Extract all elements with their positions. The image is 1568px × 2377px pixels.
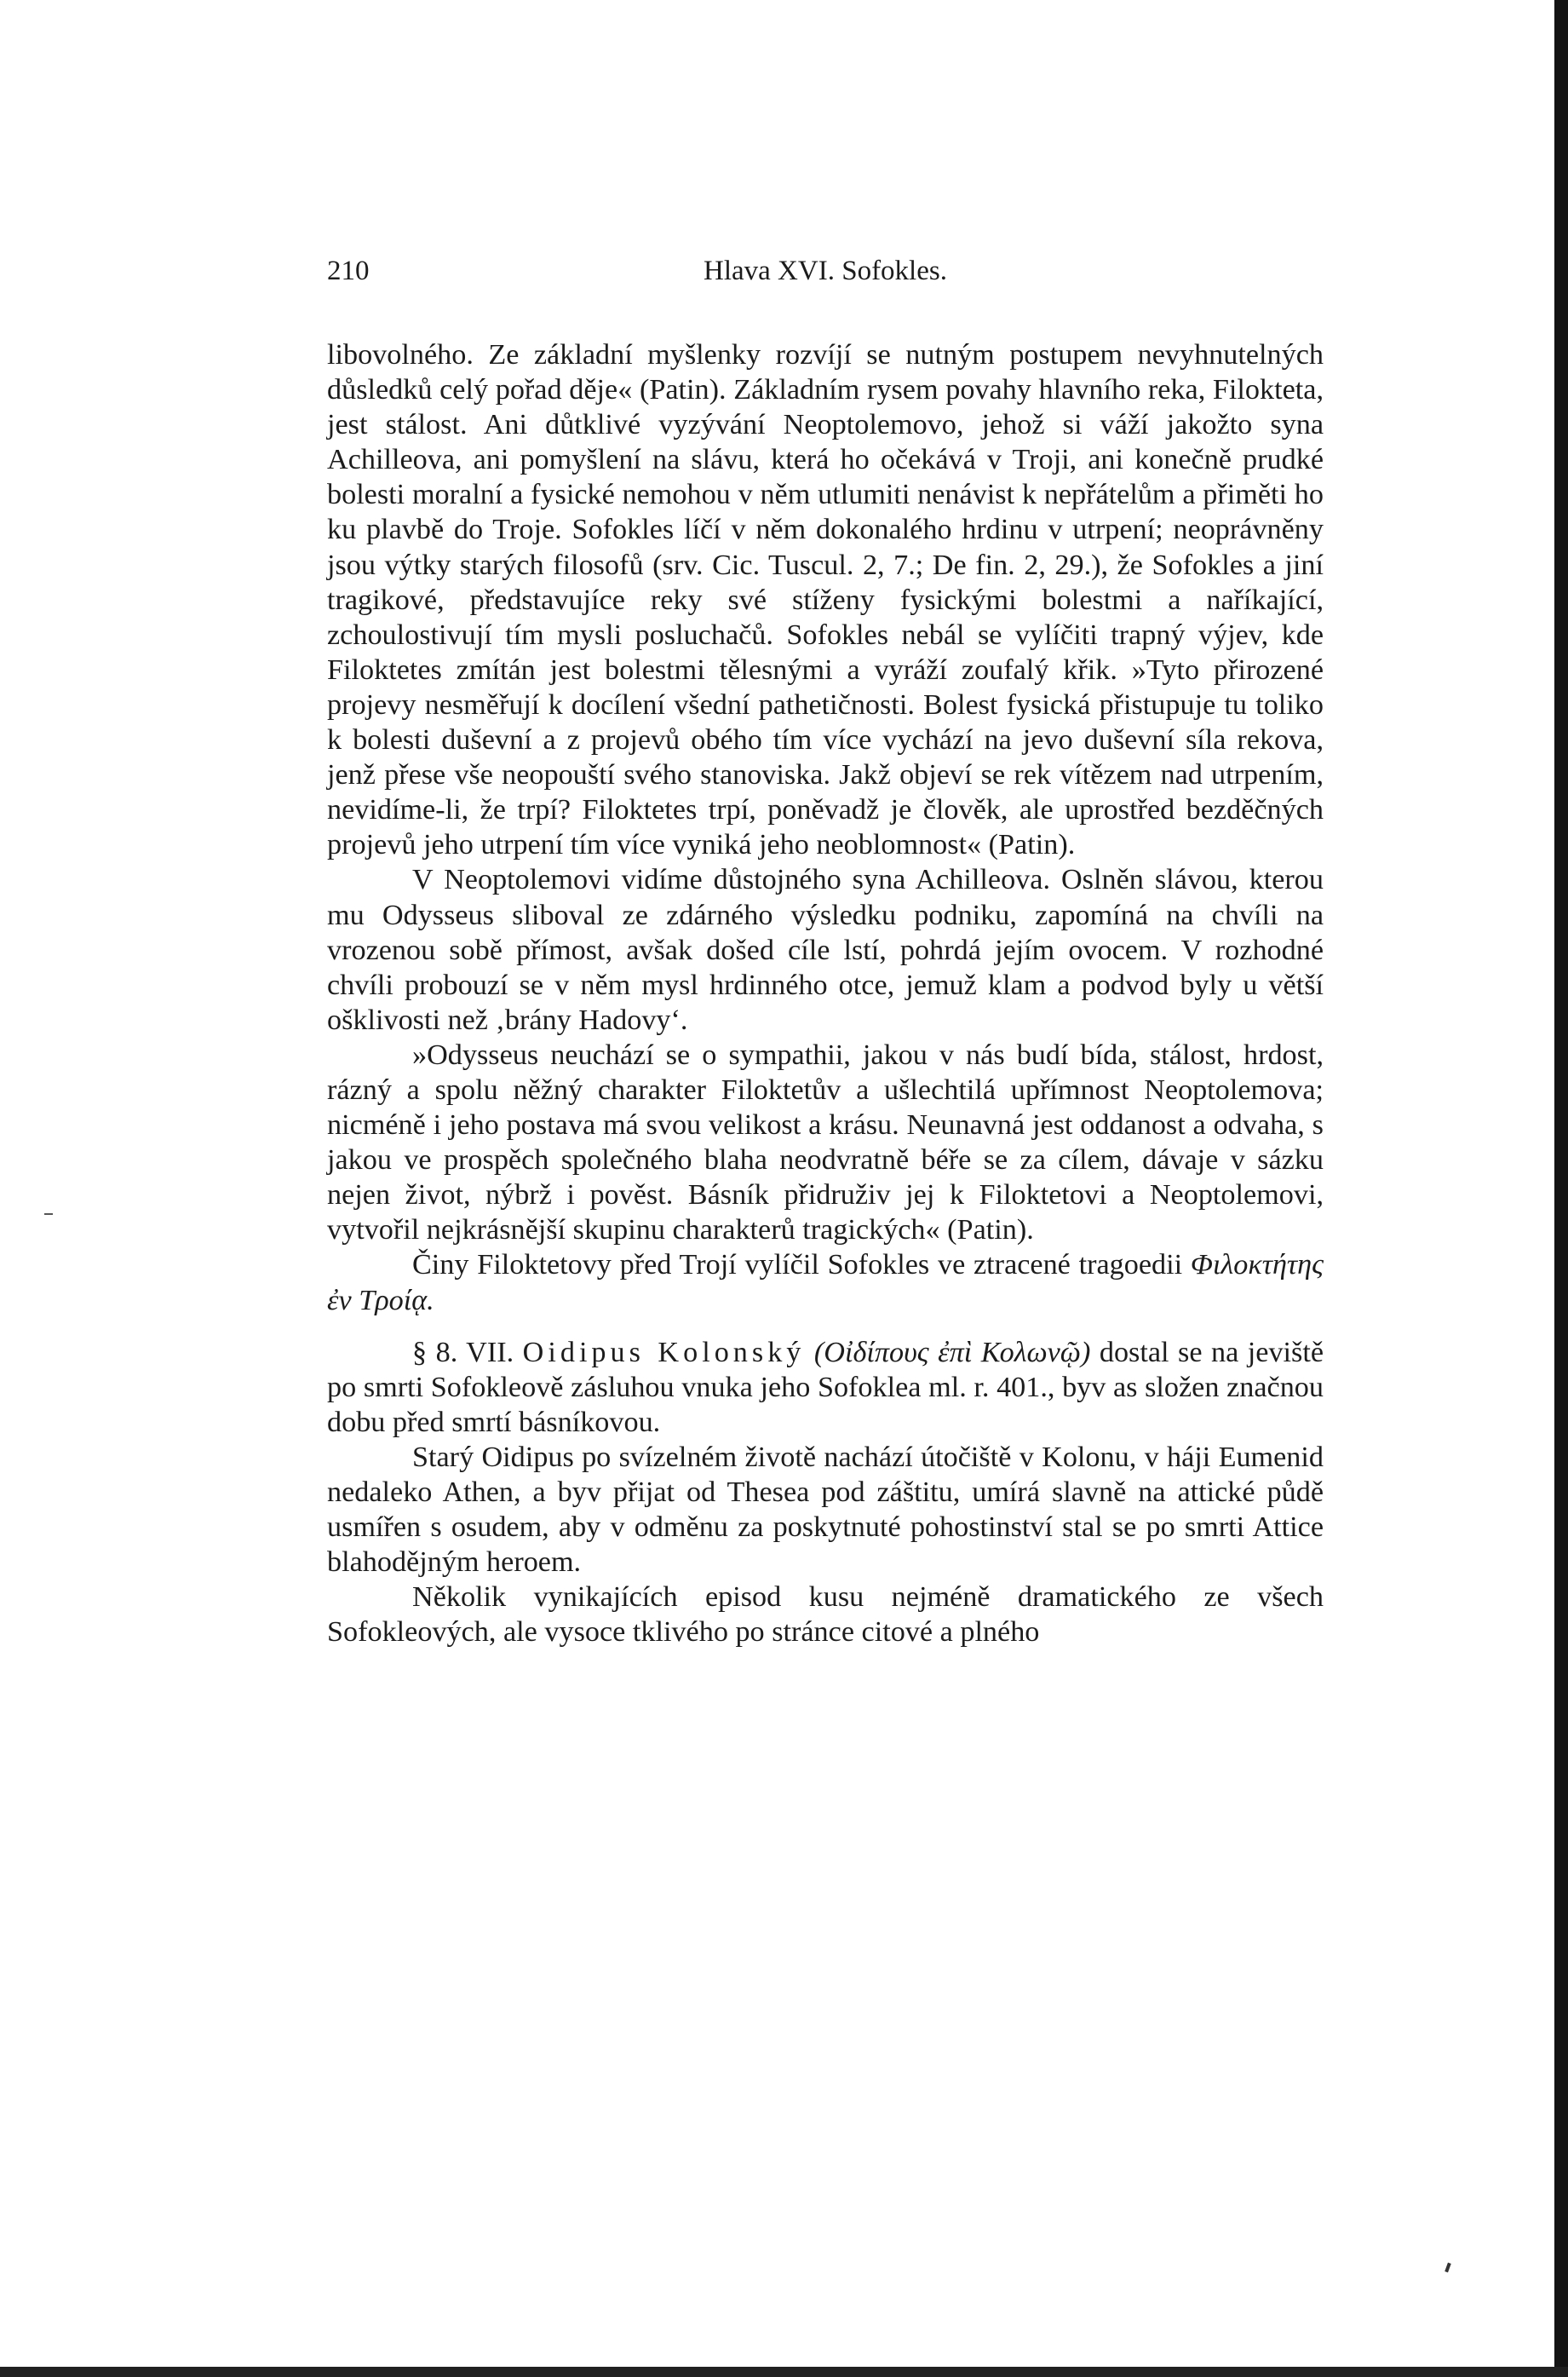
body-text [327, 337, 1324, 1649]
paragraph [327, 1247, 1324, 1317]
greek-title: (Οἰδίπους ἐπὶ Κολωνῷ) [813, 1336, 1091, 1368]
paragraph: libovolného. Ze základní myšlenky rozvíjí se nutným postupem nevyhnutelných důsledků celý pořad děje« (Patin). Základním rysem povahy hlavního reka, Filokteta, jest stálost. Ani důtklivé vyzývání Neoptolemovo, jehož si váží jakožto syna Achilleova, ani pomyšlení na slávu, která ho očekává v Troji, ani konečně prudké bolesti moralní a fysické nemohou v něm utlumiti nenávist k nepřátelům a přiměti ho ku plavbě do Troje. Sofokles líčí v něm dokonalého hrdinu v utrpení; neoprávněny jsou výtky starých filosofů (srv. Cic. Tuscul. 2, 7.; De fin. 2, 29.), že Sofokles a jiní tragikové, představujíce reky své stíženy fysickými bolestmi a naříkající, zchoulostivují tím mysli posluchačů. Sofokles nebál se vylíčiti trapný výjev, kde Filoktetes zmítán jest bolestmi tělesnými a vyráží zoufalý křik. »Tyto přirozené projevy nesměřují k docílení všední pathetičnosti. Bolest fysická přistupuje tu toliko k bolesti duševní a z projevů obého tím více vychází na jevo duševní síla rekova, jenž přese vše neopouští svého stanoviska. Jakž objeví se rek vítězem nad utrpením, nevidíme-li, že trpí? Filoktetes trpí, poněvadž je člověk, ale uprostřed bezděčných projevů jeho utrpení tím více vyniká jeho neoblomnost« (Patin). [327, 339, 1324, 861]
paragraph-text: Činy Filoktetovy před Trojí vylíčil Sofokles ve ztracené tragoedii [412, 1249, 1183, 1281]
play-title: Oidipus Kolonský [522, 1336, 806, 1368]
greek-title: Φιλοκτήτης ἐν Τροίᾳ. [327, 1249, 1324, 1316]
scan-speck [1445, 2263, 1451, 2273]
running-head [327, 256, 1324, 296]
section-heading-paragraph [327, 1335, 1324, 1440]
book-page [327, 256, 1324, 1649]
page-number: 210 [327, 256, 370, 286]
running-title: Hlava XVI. Sofokles. [704, 256, 947, 286]
section-mark: § 8. VII. [412, 1336, 514, 1368]
paragraph: Několik vynikajících episod kusu nejméně dramatického ze všech Sofokleových, ale vysoce tklivého po stránce citové a plného [327, 1581, 1324, 1649]
paragraph-text: dostal se na jeviště po smrti Sofokleově zásluhou vnuka jeho Sofoklea ml. r. 401., byv as složen značnou dobu před smrtí básníkovou. [327, 1336, 1324, 1438]
paragraph: »Odysseus neuchází se o sympathii, jakou v nás budí bída, stálost, hrdost, rázný a spolu něžný charakter Filoktetův a ušlechtilá upřímnost Neoptolemova; nicméně i jeho postava má svou velikost a krásu. Neunavná jest oddanost a odvaha, s jakou ve prospěch společného blaha neodvratně béře se za cílem, dávaje v sázku nejen život, nýbrž i pověst. Básník přidruživ jej k Filoktetovi a Neoptolemovi, vytvořil nejkrásnější skupinu charakterů tragických« (Patin). [327, 1039, 1324, 1246]
scan-border-right [1554, 0, 1568, 2377]
scan-speck [44, 1213, 53, 1215]
paragraph: V Neoptolemovi vidíme důstojného syna Achilleova. Oslněn slávou, kterou mu Odysseus sliboval ze zdárného výsledku podniku, zapomíná na chvíli na vrozenou sobě přímost, avšak došed cíle lstí, pohrdá jejím ovocem. V rozhodné chvíli probouzí se v něm mysl hrdinného otce, jemuž klam a podvod byly u větší ošklivosti než ‚brány Hadovy‘. [327, 864, 1324, 1036]
paragraph: Starý Oidipus po svízelném životě nachází útočiště v Kolonu, v háji Eumenid nedaleko Athen, a byv přijat od Thesea pod záštitu, umírá slavně na attické půdě usmířen s osudem, aby v odměnu za poskytnuté pohostinství stal se po smrti Attice blahodějným heroem. [327, 1441, 1324, 1579]
scan-border-bottom [0, 2367, 1568, 2377]
